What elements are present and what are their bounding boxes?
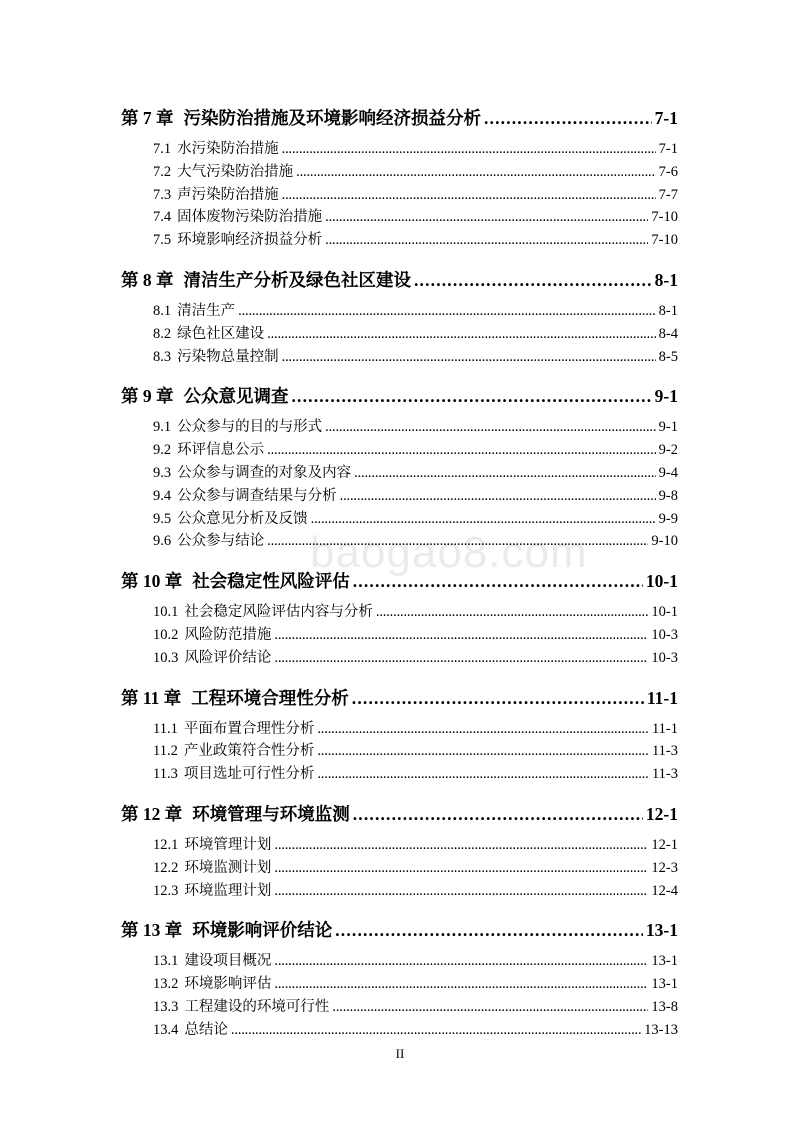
section-title: 环境影响经济损益分析 bbox=[177, 232, 323, 249]
section-number: 9.3 bbox=[153, 464, 172, 481]
section-page-number: 7-7 bbox=[658, 186, 678, 203]
section-title: 环境监理计划 bbox=[184, 882, 272, 899]
dot-leader bbox=[296, 161, 656, 184]
toc-section-entry[interactable] bbox=[121, 996, 678, 1019]
section-title: 总结论 bbox=[184, 1021, 228, 1038]
dot-leader bbox=[335, 916, 643, 944]
section-title: 环境影响评估 bbox=[184, 976, 272, 993]
dot-leader bbox=[317, 718, 649, 741]
toc-section-entry[interactable] bbox=[121, 184, 678, 207]
toc-chapter-entry[interactable] bbox=[121, 266, 678, 294]
section-number: 10.1 bbox=[153, 604, 179, 621]
section-title: 公众参与结论 bbox=[177, 533, 265, 550]
section-page-number: 11-1 bbox=[651, 720, 678, 737]
section-number: 7.4 bbox=[153, 209, 172, 226]
section-number: 7.3 bbox=[153, 186, 172, 203]
dot-leader bbox=[274, 624, 648, 647]
dot-leader bbox=[282, 346, 656, 369]
chapter-page-number: 9-1 bbox=[654, 386, 678, 407]
section-number: 12.2 bbox=[153, 859, 179, 876]
section-number: 9.5 bbox=[153, 510, 172, 527]
section-number: 11.3 bbox=[153, 766, 178, 783]
section-page-number: 9-10 bbox=[651, 533, 678, 550]
section-title: 水污染防治措施 bbox=[177, 141, 279, 157]
section-page-number: 7-6 bbox=[658, 163, 678, 180]
section-page-number: 13-1 bbox=[651, 976, 678, 993]
section-page-number: 11-3 bbox=[651, 766, 678, 783]
dot-leader bbox=[353, 567, 643, 595]
section-title: 环境监测计划 bbox=[184, 859, 272, 876]
dot-leader bbox=[353, 800, 643, 828]
toc-section-entry[interactable] bbox=[121, 161, 678, 184]
section-title: 平面布置合理性分析 bbox=[183, 720, 315, 737]
chapter-title: 工程环境合理性分析 bbox=[191, 687, 349, 708]
section-title: 建设项目概况 bbox=[184, 953, 272, 970]
dot-leader bbox=[274, 973, 648, 996]
dot-leader bbox=[352, 684, 644, 712]
section-page-number: 9-8 bbox=[658, 487, 678, 504]
dot-leader bbox=[325, 229, 648, 252]
section-number: 13.4 bbox=[153, 1021, 179, 1038]
toc-chapter-entry[interactable] bbox=[121, 684, 678, 712]
toc-section-entry[interactable] bbox=[121, 718, 678, 741]
chapter-number: 第 9 章 bbox=[121, 386, 174, 407]
section-number: 7.5 bbox=[153, 232, 172, 249]
section-page-number: 9-9 bbox=[658, 510, 678, 527]
dot-leader bbox=[317, 740, 649, 763]
section-title: 项目选址可行性分析 bbox=[183, 766, 315, 783]
toc-section-entry[interactable] bbox=[121, 880, 678, 903]
section-page-number: 12-4 bbox=[651, 882, 678, 899]
section-page-number: 9-1 bbox=[658, 419, 678, 436]
toc-section-entry[interactable] bbox=[121, 346, 678, 369]
toc-section-entry[interactable] bbox=[121, 530, 678, 553]
toc-section-entry[interactable] bbox=[121, 857, 678, 880]
watermark: baogao8.com bbox=[310, 528, 588, 577]
section-page-number: 9-2 bbox=[658, 442, 678, 459]
dot-leader bbox=[267, 530, 648, 553]
chapter-number: 第 13 章 bbox=[121, 920, 183, 941]
dot-leader bbox=[292, 382, 652, 410]
chapter-page-number: 12-1 bbox=[645, 803, 678, 824]
section-number: 10.3 bbox=[153, 649, 179, 666]
dot-leader bbox=[414, 266, 652, 294]
section-title: 清洁生产 bbox=[177, 302, 236, 319]
toc-section-entry[interactable] bbox=[121, 601, 678, 624]
section-page-number: 8-4 bbox=[658, 325, 678, 342]
toc-section-entry[interactable] bbox=[121, 206, 678, 229]
chapter-title: 公众意见调查 bbox=[183, 386, 289, 407]
toc-chapter-entry[interactable] bbox=[121, 800, 678, 828]
section-page-number: 11-3 bbox=[651, 743, 678, 760]
chapter-page-number: 10-1 bbox=[645, 571, 678, 592]
section-title: 污染物总量控制 bbox=[177, 348, 279, 365]
chapter-number: 第 10 章 bbox=[121, 571, 183, 592]
dot-leader bbox=[311, 508, 656, 531]
toc-section-entry[interactable] bbox=[121, 950, 678, 973]
section-page-number: 10-3 bbox=[651, 649, 678, 666]
toc-section-entry[interactable] bbox=[121, 647, 678, 670]
section-number: 9.6 bbox=[153, 533, 172, 550]
table-of-contents bbox=[121, 96, 678, 1042]
toc-chapter bbox=[121, 916, 678, 1041]
dot-leader bbox=[231, 1019, 641, 1042]
chapter-title: 环境影响评价结论 bbox=[192, 920, 333, 941]
section-number: 8.3 bbox=[153, 348, 172, 365]
section-title: 产业政策符合性分析 bbox=[183, 743, 315, 760]
section-number: 8.2 bbox=[153, 325, 172, 342]
toc-section-entry[interactable] bbox=[121, 462, 678, 485]
chapter-number: 第 12 章 bbox=[121, 803, 183, 824]
toc-section-list bbox=[121, 950, 678, 1041]
section-number: 12.3 bbox=[153, 882, 179, 899]
chapter-title: 清洁生产分析及绿色社区建设 bbox=[183, 269, 411, 290]
toc-section-entry[interactable] bbox=[121, 973, 678, 996]
section-number: 9.1 bbox=[153, 419, 172, 436]
section-number: 7.2 bbox=[153, 163, 172, 180]
toc-section-entry[interactable] bbox=[121, 1019, 678, 1042]
toc-section-list bbox=[121, 416, 678, 553]
section-page-number: 8-5 bbox=[658, 348, 678, 365]
dot-leader bbox=[325, 416, 656, 439]
toc-section-entry[interactable] bbox=[121, 323, 678, 346]
section-title: 公众意见分析及反馈 bbox=[177, 510, 308, 527]
section-number: 11.2 bbox=[153, 743, 178, 760]
dot-leader bbox=[376, 601, 649, 624]
dot-leader bbox=[274, 950, 648, 973]
dot-leader bbox=[274, 647, 648, 670]
toc-chapter bbox=[121, 266, 678, 368]
section-title: 公众参与的目的与形式 bbox=[177, 419, 323, 436]
toc-section-entry[interactable] bbox=[121, 439, 678, 462]
toc-chapter-entry[interactable] bbox=[121, 382, 678, 410]
dot-leader bbox=[267, 323, 656, 346]
section-number: 12.1 bbox=[153, 836, 179, 853]
dot-leader bbox=[267, 439, 656, 462]
section-number: 13.1 bbox=[153, 953, 179, 970]
chapter-number: 第 11 章 bbox=[121, 687, 182, 708]
section-page-number: 12-1 bbox=[651, 836, 678, 853]
dot-leader bbox=[274, 834, 648, 857]
toc-section-list bbox=[121, 718, 678, 786]
section-page-number: 8-1 bbox=[658, 302, 678, 319]
chapter-number: 第 7 章 bbox=[121, 108, 174, 128]
section-page-number: 9-4 bbox=[658, 464, 678, 481]
section-title: 绿色社区建设 bbox=[177, 325, 265, 342]
section-number: 8.1 bbox=[153, 302, 172, 319]
page-number: II bbox=[395, 1046, 405, 1061]
toc-chapter bbox=[121, 382, 678, 553]
dot-leader bbox=[282, 184, 656, 207]
dot-leader bbox=[484, 104, 652, 132]
chapter-title: 社会稳定性风险评估 bbox=[192, 571, 350, 592]
toc-section-entry[interactable] bbox=[121, 624, 678, 647]
section-title: 环评信息公示 bbox=[177, 442, 265, 459]
section-number: 11.1 bbox=[153, 720, 178, 737]
toc-section-entry[interactable] bbox=[121, 416, 678, 439]
section-title: 声污染防治措施 bbox=[177, 186, 279, 203]
toc-section-list bbox=[121, 300, 678, 368]
section-number: 9.4 bbox=[153, 487, 172, 504]
toc-chapter-entry[interactable] bbox=[121, 916, 678, 944]
dot-leader bbox=[282, 138, 656, 161]
toc-section-entry[interactable] bbox=[121, 229, 678, 252]
dot-leader bbox=[274, 880, 648, 903]
chapter-title: 污染防治措施及环境影响经济损益分析 bbox=[183, 108, 481, 128]
toc-section-entry[interactable] bbox=[121, 138, 678, 161]
section-number: 9.2 bbox=[153, 442, 172, 459]
toc-section-list bbox=[121, 834, 678, 902]
section-page-number: 7-10 bbox=[651, 209, 678, 226]
dot-leader bbox=[238, 300, 656, 323]
section-page-number: 10-3 bbox=[651, 626, 678, 643]
toc-chapter-entry[interactable] bbox=[121, 104, 678, 132]
section-number: 10.2 bbox=[153, 626, 179, 643]
chapter-page-number: 8-1 bbox=[654, 269, 678, 290]
chapter-number: 第 8 章 bbox=[121, 269, 174, 290]
section-page-number: 10-1 bbox=[651, 604, 678, 621]
section-page-number: 7-1 bbox=[658, 141, 678, 157]
section-number: 13.3 bbox=[153, 998, 179, 1015]
chapter-page-number: 11-1 bbox=[646, 687, 678, 708]
section-title: 工程建设的环境可行性 bbox=[184, 998, 330, 1015]
toc-chapter bbox=[121, 684, 678, 786]
chapter-page-number: 7-1 bbox=[654, 108, 678, 128]
dot-leader bbox=[332, 996, 648, 1019]
toc-section-entry[interactable] bbox=[121, 508, 678, 531]
dot-leader bbox=[340, 485, 656, 508]
section-page-number: 7-10 bbox=[651, 232, 678, 249]
toc-section-entry[interactable] bbox=[121, 485, 678, 508]
section-title: 大气污染防治措施 bbox=[177, 163, 294, 180]
section-page-number: 13-8 bbox=[651, 998, 678, 1015]
toc-chapter bbox=[121, 567, 678, 669]
chapter-page-number: 13-1 bbox=[645, 920, 678, 941]
toc-section-entry[interactable] bbox=[121, 300, 678, 323]
section-title: 社会稳定风险评估内容与分析 bbox=[184, 604, 373, 621]
section-page-number: 12-3 bbox=[651, 859, 678, 876]
section-title: 固体废物污染防治措施 bbox=[177, 209, 323, 226]
dot-leader bbox=[274, 857, 648, 880]
dot-leader bbox=[317, 763, 649, 786]
toc-section-entry[interactable] bbox=[121, 834, 678, 857]
section-title: 环境管理计划 bbox=[184, 836, 272, 853]
section-title: 公众参与调查的对象及内容 bbox=[177, 464, 352, 481]
toc-section-list bbox=[121, 601, 678, 669]
toc-section-entry[interactable] bbox=[121, 740, 678, 763]
toc-section-entry[interactable] bbox=[121, 763, 678, 786]
section-title: 风险评价结论 bbox=[184, 649, 272, 666]
section-page-number: 13-1 bbox=[651, 953, 678, 970]
section-title: 公众参与调查结果与分析 bbox=[177, 487, 337, 504]
dot-leader bbox=[325, 206, 648, 229]
toc-chapter bbox=[121, 104, 678, 252]
dot-leader bbox=[354, 462, 656, 485]
section-number: 7.1 bbox=[153, 141, 172, 157]
section-title: 风险防范措施 bbox=[184, 626, 272, 643]
section-page-number: 13-13 bbox=[644, 1021, 678, 1038]
toc-section-list bbox=[121, 138, 678, 252]
toc-chapter bbox=[121, 800, 678, 902]
toc-chapter-entry[interactable] bbox=[121, 567, 678, 595]
section-number: 13.2 bbox=[153, 976, 179, 993]
chapter-title: 环境管理与环境监测 bbox=[192, 803, 350, 824]
